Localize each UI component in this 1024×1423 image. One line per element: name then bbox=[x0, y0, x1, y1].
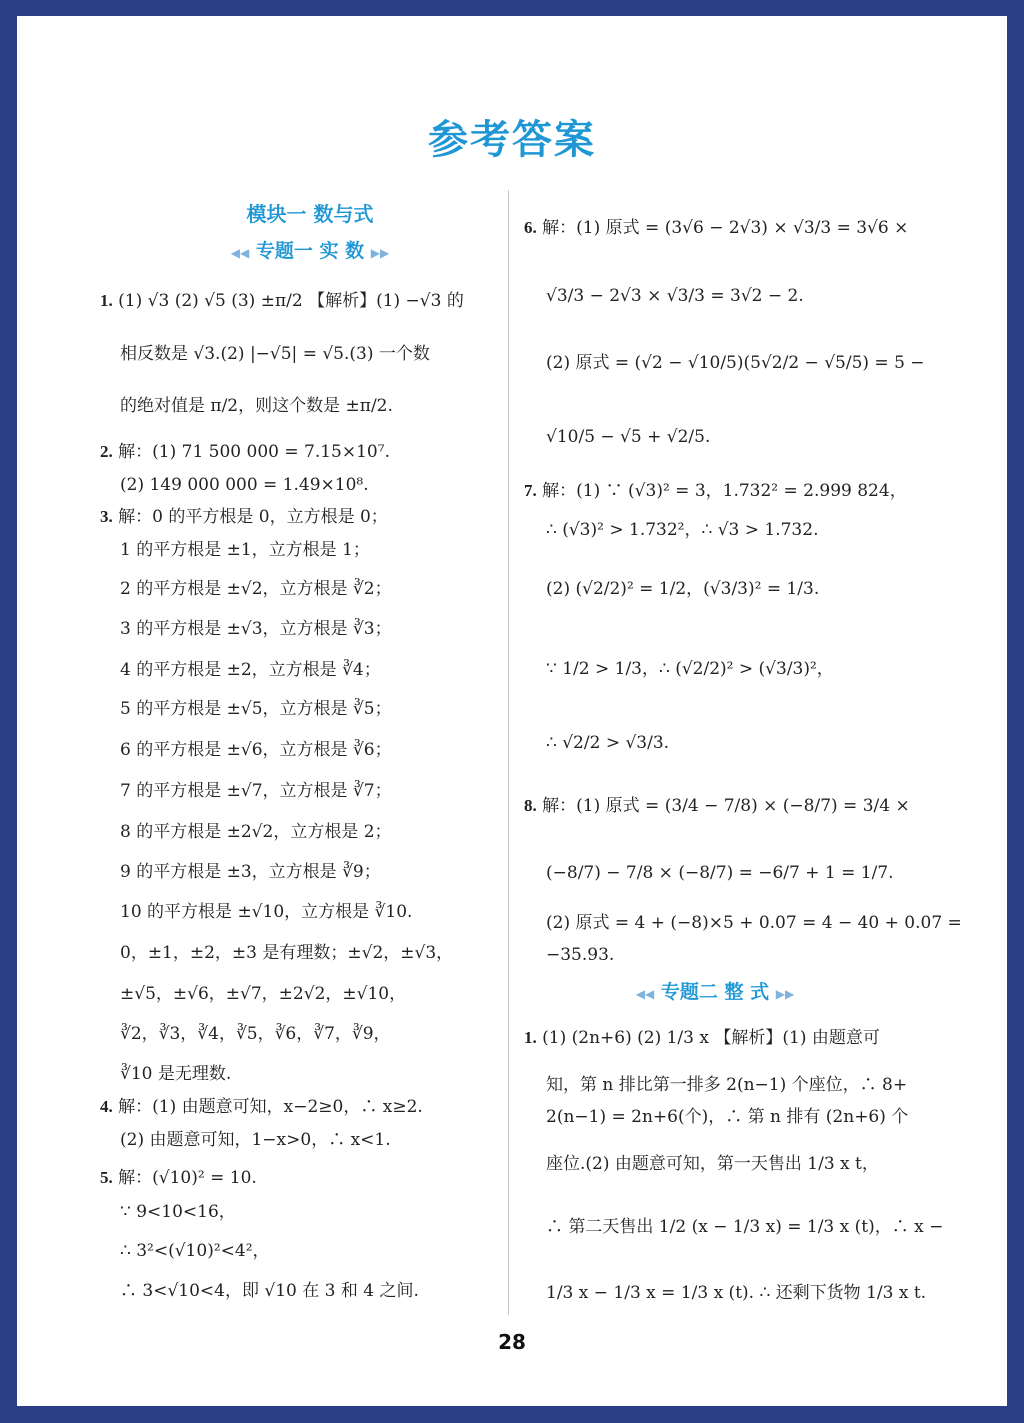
answer-line: ∴ (√3)² > 1.732²，∴ √3 > 1.732. bbox=[546, 520, 819, 540]
answer-line: ∵ 1/2 > 1/3，∴ (√2/2)² > (√3/3)²， bbox=[546, 659, 834, 679]
problem-number: 2. bbox=[100, 442, 113, 461]
page-number: 28 bbox=[498, 1330, 526, 1354]
answer-line: 5. 解：(√10)² = 10. bbox=[100, 1168, 257, 1188]
left-triangle-icon: ◀◀ bbox=[230, 246, 250, 260]
answer-line: (2) 由题意可知，1−x>0，∴ x<1. bbox=[120, 1130, 391, 1150]
answer-line: 3. 解：0 的平方根是 0，立方根是 0； bbox=[100, 507, 388, 527]
answer-line: 1/3 x − 1/3 x = 1/3 x (t). ∴ 还剩下货物 1/3 x t. bbox=[546, 1283, 927, 1303]
answer-line: ∴ 第二天售出 1/2 (x − 1/3 x) = 1/3 x (t)，∴ x − bbox=[546, 1217, 944, 1237]
answer-line: ∵ 9<10<16， bbox=[120, 1202, 236, 1222]
answer-line: 5 的平方根是 ±√5，立方根是 ∛5； bbox=[120, 699, 392, 719]
answer-line: 8 的平方根是 ±2√2，立方根是 2； bbox=[120, 822, 392, 842]
answer-line: 4. 解：(1) 由题意可知，x−2≥0，∴ x≥2. bbox=[100, 1097, 423, 1117]
answer-line: 1. (1) (2n+6) (2) 1/3 x 【解析】(1) 由题意可 bbox=[524, 1028, 880, 1048]
problem-number: 8. bbox=[524, 796, 537, 815]
problem-number: 7. bbox=[524, 481, 537, 500]
answer-line: 0，±1，±2，±3 是有理数；±√2，±√3， bbox=[120, 943, 454, 963]
module-heading: 模块一 数与式 bbox=[246, 202, 374, 226]
problem-number: 1. bbox=[100, 291, 113, 310]
answer-line: ∛10 是无理数. bbox=[120, 1064, 232, 1084]
answer-line: 1 的平方根是 ±1，立方根是 1； bbox=[120, 540, 370, 560]
answer-line: 6 的平方根是 ±√6，立方根是 ∛6； bbox=[120, 740, 392, 760]
answer-line: ∴ √2/2 > √3/3. bbox=[546, 733, 670, 753]
right-triangle-icon: ▶▶ bbox=[775, 987, 795, 1001]
problem-number: 4. bbox=[100, 1097, 113, 1116]
answer-line: −35.93. bbox=[546, 945, 615, 965]
problem-number: 1. bbox=[524, 1028, 537, 1047]
answer-line: 9 的平方根是 ±3，立方根是 ∛9； bbox=[120, 862, 381, 882]
page-title: 参考答案 bbox=[428, 117, 596, 163]
answer-line: (2) 149 000 000 = 1.49×10⁸. bbox=[120, 475, 369, 495]
answer-line: ∛2，∛3，∛4，∛5，∛6，∛7，∛9， bbox=[120, 1024, 391, 1044]
answer-line: 7. 解：(1) ∵ (√3)² = 3，1.732² = 2.999 824， bbox=[524, 481, 907, 501]
answer-line: ∴ 3²<(√10)²<4²， bbox=[120, 1241, 270, 1261]
answer-line: 7 的平方根是 ±√7，立方根是 ∛7； bbox=[120, 781, 392, 801]
answer-line: (2) 原式 = 4 + (−8)×5 + 0.07 = 4 − 40 + 0.07 = bbox=[546, 913, 962, 933]
answer-line: √3/3 − 2√3 × √3/3 = 3√2 − 2. bbox=[546, 286, 804, 306]
answer-line: (2) (√2/2)² = 1/2，(√3/3)² = 1/3. bbox=[546, 579, 820, 599]
answer-line: 6. 解：(1) 原式 = (3√6 − 2√3) × √3/3 = 3√6 × bbox=[524, 218, 909, 238]
answer-line: 相反数是 √3.(2) |−√5| = √5.(3) 一个数 bbox=[120, 344, 430, 364]
answer-line: ±√5，±√6，±√7，±2√2，±√10， bbox=[120, 984, 407, 1004]
answer-line: 知，第 n 排比第一排多 2(n−1) 个座位，∴ 8+ bbox=[546, 1075, 908, 1095]
problem-number: 5. bbox=[100, 1168, 113, 1187]
answer-line: √10/5 − √5 + √2/5. bbox=[546, 427, 711, 447]
answer-line: ∴ 3<√10<4，即 √10 在 3 和 4 之间. bbox=[120, 1281, 419, 1301]
answer-line: (2) 原式 = (√2 − √10/5)(5√2/2 − √5/5) = 5 − bbox=[546, 353, 925, 373]
topic-heading-2: ◀◀ 专题二 整 式 ▶▶ bbox=[635, 981, 795, 1003]
answer-line: 10 的平方根是 ±√10，立方根是 ∛10. bbox=[120, 902, 413, 922]
answer-line: 2 的平方根是 ±√2，立方根是 ∛2； bbox=[120, 579, 392, 599]
column-divider bbox=[508, 190, 509, 1315]
topic-heading-1: ◀◀ 专题一 实 数 ▶▶ bbox=[230, 240, 390, 262]
answer-line: (−8/7) − 7/8 × (−8/7) = −6/7 + 1 = 1/7. bbox=[546, 863, 894, 883]
problem-number: 3. bbox=[100, 507, 113, 526]
answer-line: 2(n−1) = 2n+6(个)，∴ 第 n 排有 (2n+6) 个 bbox=[546, 1107, 909, 1127]
answer-line: 座位.(2) 由题意可知，第一天售出 1/3 x t， bbox=[546, 1154, 879, 1174]
problem-number: 6. bbox=[524, 218, 537, 237]
right-triangle-icon: ▶▶ bbox=[370, 246, 390, 260]
left-triangle-icon: ◀◀ bbox=[635, 987, 655, 1001]
answer-line: 8. 解：(1) 原式 = (3/4 − 7/8) × (−8/7) = 3/4 × bbox=[524, 796, 910, 816]
answer-line: 1. (1) √3 (2) √5 (3) ±π/2 【解析】(1) −√3 的 bbox=[100, 291, 464, 311]
answer-line: 2. 解：(1) 71 500 000 = 7.15×10⁷. bbox=[100, 442, 390, 462]
answer-line: 的绝对值是 π/2，则这个数是 ±π/2. bbox=[120, 396, 393, 416]
answer-line: 4 的平方根是 ±2，立方根是 ∛4； bbox=[120, 660, 381, 680]
answer-line: 3 的平方根是 ±√3，立方根是 ∛3； bbox=[120, 619, 392, 639]
